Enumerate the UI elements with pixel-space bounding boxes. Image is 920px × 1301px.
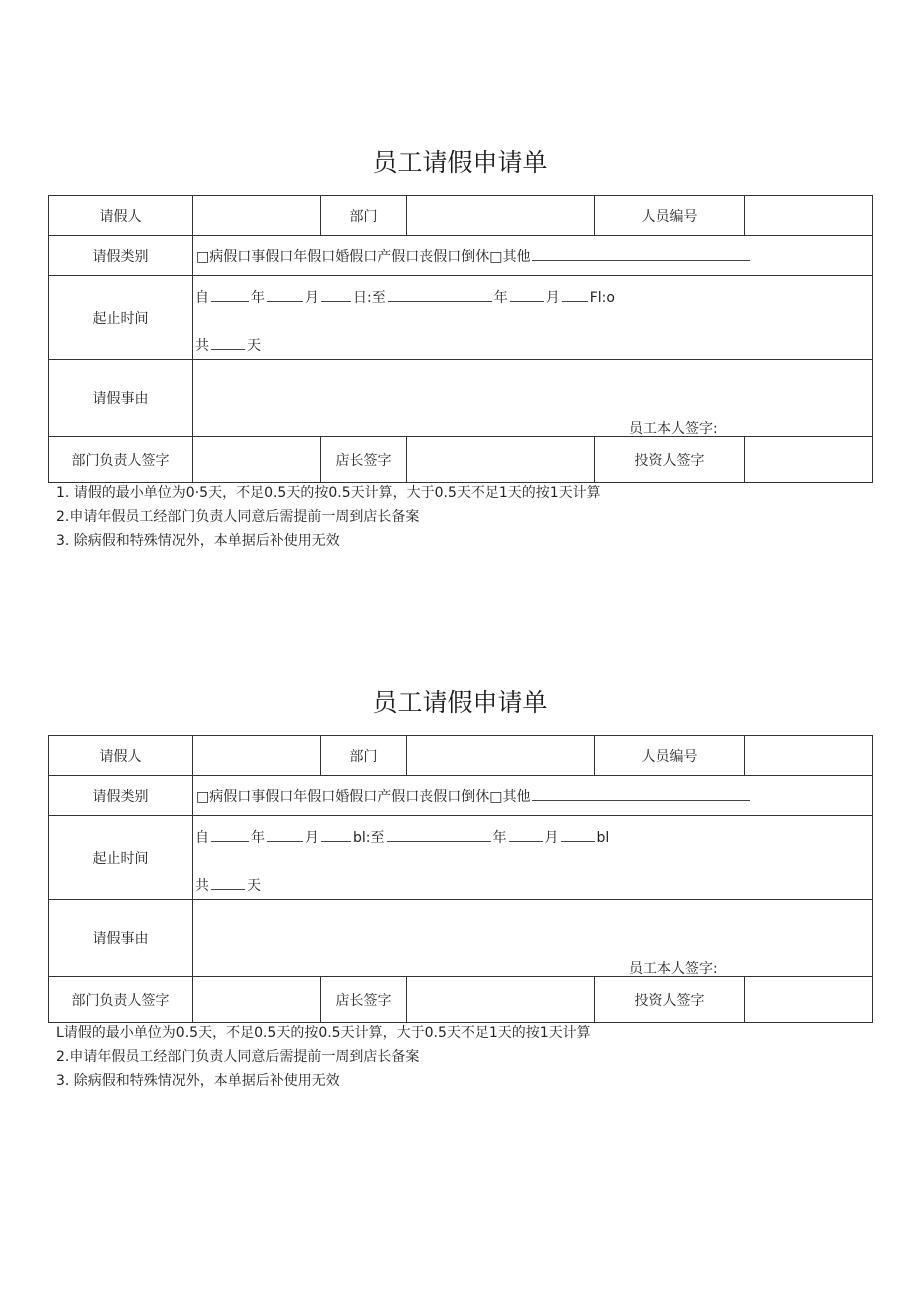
month-text: 月 [305,289,319,306]
leave-type-label: 请假类别 [49,236,193,276]
end-month-blank[interactable] [510,287,544,302]
start-day-blank[interactable] [321,827,351,842]
note-1: L请假的最小单位为0.5天，不足0.5天的按0.5天计算，大于0.5天不足1天的按1天计算 [56,1025,591,1041]
leave-type-options[interactable] [193,236,873,276]
day-end-text: Fl:o [589,289,615,306]
employee-id-field[interactable] [745,196,873,236]
notes [56,1022,591,1094]
end-year-blank[interactable] [387,827,491,842]
investor-sign-label: 投资人签字 [595,437,745,483]
manager-sign-field[interactable] [407,437,595,483]
employee-id-label: 人员编号 [595,196,745,236]
investor-sign-field[interactable] [745,437,873,483]
total-days-blank[interactable] [211,875,245,890]
start-day-blank[interactable] [321,287,351,302]
leave-table [48,195,873,483]
day-to-text: 日:至 [353,289,386,306]
note-2: 2.申请年假员工经部门负责人同意后需提前一周到店长备案 [56,1049,420,1065]
leave-type-options[interactable] [193,776,873,816]
dept-head-sign-label: 部门负责人签字 [49,437,193,483]
end-year-blank[interactable] [388,287,492,302]
leave-type-label: 请假类别 [49,776,193,816]
manager-sign-field[interactable] [407,977,595,1023]
total-text: 共 [195,337,209,354]
employee-id-label: 人员编号 [595,736,745,776]
applicant-label: 请假人 [49,736,193,776]
investor-sign-field[interactable] [745,977,873,1023]
form-title: 员工请假申请单 [372,688,548,717]
year2-text: 年 [492,829,507,846]
end-month-blank[interactable] [509,827,543,842]
days-text: 天 [247,877,261,894]
applicant-field[interactable] [193,736,321,776]
day-to-text: bl:至 [353,829,385,846]
department-field[interactable] [407,736,595,776]
reason-label: 请假事由 [49,900,193,977]
note-3: 3. 除病假和特殊情况外，本单据后补使用无效 [56,1073,340,1089]
year-text: 年 [251,289,265,306]
year2-text: 年 [493,289,508,306]
start-month-blank[interactable] [267,827,303,842]
reason-label: 请假事由 [49,360,193,437]
total-days-blank[interactable] [211,335,245,350]
other-blank[interactable] [532,786,750,801]
notes [56,482,601,554]
employee-id-field[interactable] [745,736,873,776]
department-label: 部门 [321,736,407,776]
department-field[interactable] [407,196,595,236]
leave-type-checkboxes[interactable]: □病假口事假口年假口婚假口产假口丧假口倒休□其他 [196,248,531,265]
investor-sign-label: 投资人签字 [595,977,745,1023]
department-label: 部门 [321,196,407,236]
employee-signature-label: 员工本人签字: [629,961,718,977]
from-text: 自 [195,289,209,306]
manager-sign-label: 店长签字 [321,977,407,1023]
applicant-label: 请假人 [49,196,193,236]
year-text: 年 [251,829,265,846]
form-title: 员工请假申请单 [372,148,548,177]
other-blank[interactable] [532,246,750,261]
applicant-field[interactable] [193,196,321,236]
leave-type-checkboxes[interactable]: □病假口事假口年假口婚假口产假口丧假口倒休□其他 [196,788,531,805]
month-text: 月 [305,829,319,846]
end-day-blank[interactable] [561,827,595,842]
note-3: 3. 除病假和特殊情况外，本单据后补使用无效 [56,533,340,549]
note-2: 2.申请年假员工经部门负责人同意后需提前一周到店长备案 [56,509,420,525]
employee-signature-label: 员工本人签字: [629,421,718,437]
month2-text: 月 [545,289,560,306]
start-year-blank[interactable] [211,287,249,302]
month2-text: 月 [544,829,559,846]
reason-field[interactable] [193,360,873,437]
leave-table [48,735,873,1023]
end-day-blank[interactable] [562,287,588,302]
total-text: 共 [195,877,209,894]
day-end-text: bl [596,829,610,846]
dept-head-sign-field[interactable] [193,977,321,1023]
start-year-blank[interactable] [211,827,249,842]
period-field[interactable] [193,276,873,360]
days-text: 天 [247,337,261,354]
manager-sign-label: 店长签字 [321,437,407,483]
period-label: 起止时间 [49,816,193,900]
period-field[interactable] [193,816,873,900]
dept-head-sign-field[interactable] [193,437,321,483]
note-1: 1. 请假的最小单位为0·5天，不足0.5天的按0.5天计算，大于0.5天不足1天的按1天计算 [56,485,601,501]
from-text: 自 [195,829,209,846]
dept-head-sign-label: 部门负责人签字 [49,977,193,1023]
reason-field[interactable] [193,900,873,977]
period-label: 起止时间 [49,276,193,360]
start-month-blank[interactable] [267,287,303,302]
